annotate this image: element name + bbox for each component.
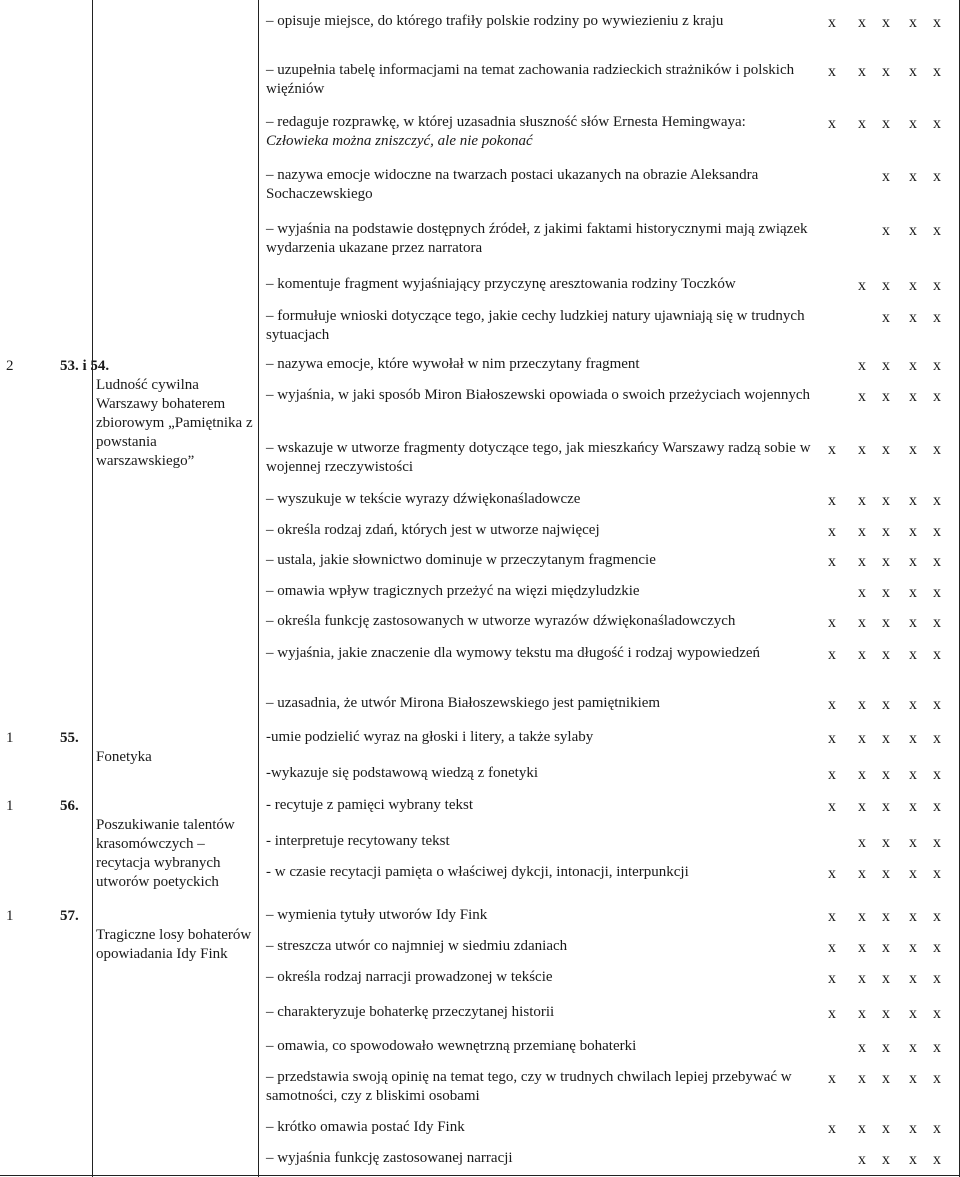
requirement-bullet: – xyxy=(266,969,274,985)
grade-mark: x xyxy=(909,766,917,783)
grade-marks xyxy=(0,765,960,784)
lesson-title: Tragiczne losy bohaterów opowiadania Idy Fink xyxy=(96,927,252,962)
grade-mark: x xyxy=(933,1005,941,1022)
grade-marks xyxy=(0,114,960,133)
table-bottom-border xyxy=(0,1175,960,1176)
grade-marks xyxy=(0,13,960,32)
grade-mark: x xyxy=(933,730,941,747)
grade-mark: x xyxy=(858,1070,866,1087)
requirement-text: krótko omawia postać Idy Fink xyxy=(277,1119,465,1135)
grade-mark: x xyxy=(858,614,866,631)
grade-mark: x xyxy=(933,441,941,458)
grade-mark: x xyxy=(882,357,890,374)
grade-mark: x xyxy=(882,1120,890,1137)
grade-mark: x xyxy=(909,309,917,326)
grade-mark: x xyxy=(933,63,941,80)
requirement-bullet: – xyxy=(266,583,274,599)
grade-mark: x xyxy=(933,766,941,783)
grade-mark: x xyxy=(933,277,941,294)
grade-mark: x xyxy=(828,730,836,747)
requirement-text: uzasadnia, że utwór Mirona Białoszewskiego jest pamiętnikiem xyxy=(277,695,661,711)
grade-mark: x xyxy=(933,523,941,540)
grade-mark: x xyxy=(909,277,917,294)
requirement-text: nazywa emocje, które wywołał w nim przeczytany fragment xyxy=(277,356,640,372)
grade-mark: x xyxy=(828,970,836,987)
requirement-text: - interpretuje recytowany tekst xyxy=(266,833,450,849)
grade-mark: x xyxy=(933,357,941,374)
grade-mark: x xyxy=(909,798,917,815)
grade-mark: x xyxy=(828,492,836,509)
grade-mark: x xyxy=(933,309,941,326)
grade-mark: x xyxy=(909,441,917,458)
grade-mark: x xyxy=(828,614,836,631)
requirement-bullet: – xyxy=(266,1069,274,1085)
requirement-text: ustala, jakie słownictwo dominuje w przeczytanym fragmencie xyxy=(277,552,656,568)
requirement-text: wyjaśnia na podstawie dostępnych źródeł, z jakimi faktami historycznymi mają związek wydarzenia ukazane przez narratora xyxy=(266,221,808,256)
requirement-text: wyszukuje w tekście wyrazy dźwiękonaśladowcze xyxy=(277,491,581,507)
grade-mark: x xyxy=(858,14,866,31)
grade-marks xyxy=(0,167,960,186)
grade-mark: x xyxy=(933,1070,941,1087)
grade-marks xyxy=(0,1119,960,1138)
grade-mark: x xyxy=(858,357,866,374)
requirement-bullet: – xyxy=(266,114,274,130)
lesson-number: 53. i 54. xyxy=(60,358,110,374)
grade-mark: x xyxy=(858,441,866,458)
grade-mark: x xyxy=(933,14,941,31)
grade-mark: x xyxy=(909,1039,917,1056)
grade-marks xyxy=(0,1069,960,1088)
grade-mark: x xyxy=(909,1070,917,1087)
grade-mark: x xyxy=(909,115,917,132)
grade-mark: x xyxy=(909,222,917,239)
requirement-text: określa funkcję zastosowanych w utworze wyrazów dźwiękonaśladowczych xyxy=(277,613,736,629)
grade-mark: x xyxy=(882,1039,890,1056)
requirement-text: komentuje fragment wyjaśniający przyczynę aresztowania rodziny Toczków xyxy=(277,276,736,292)
requirement-bullet: – xyxy=(266,907,274,923)
grade-mark: x xyxy=(828,553,836,570)
grade-mark: x xyxy=(909,1005,917,1022)
grade-mark: x xyxy=(882,1070,890,1087)
grade-marks xyxy=(0,308,960,327)
lesson-hours: 1 xyxy=(6,730,14,746)
requirement-bullet: – xyxy=(266,356,274,372)
grade-mark: x xyxy=(933,1039,941,1056)
grade-mark: x xyxy=(882,798,890,815)
requirement-bullet: – xyxy=(266,13,274,29)
grade-mark: x xyxy=(858,939,866,956)
grade-mark: x xyxy=(933,970,941,987)
grade-mark: x xyxy=(882,222,890,239)
grade-mark: x xyxy=(828,646,836,663)
lesson-number: 56. xyxy=(60,798,79,814)
grade-mark: x xyxy=(882,908,890,925)
requirement-text: charakteryzuje bohaterkę przeczytanej historii xyxy=(277,1004,555,1020)
requirement-bullet: – xyxy=(266,440,274,456)
grade-mark: x xyxy=(909,168,917,185)
grade-marks xyxy=(0,552,960,571)
lesson-number: 57. xyxy=(60,908,79,924)
grade-marks xyxy=(0,62,960,81)
requirement-text: wyjaśnia, jakie znaczenie dla wymowy tekstu ma długość i rodzaj wypowiedzeń xyxy=(277,645,761,661)
grade-mark: x xyxy=(858,1151,866,1168)
grade-mark: x xyxy=(909,939,917,956)
grade-mark: x xyxy=(909,584,917,601)
grade-marks xyxy=(0,969,960,988)
grade-mark: x xyxy=(882,115,890,132)
grade-mark: x xyxy=(828,1005,836,1022)
grade-mark: x xyxy=(882,696,890,713)
grade-marks xyxy=(0,695,960,714)
grade-mark: x xyxy=(858,523,866,540)
requirement-bullet: – xyxy=(266,1150,274,1166)
grade-mark: x xyxy=(882,939,890,956)
grade-marks xyxy=(0,276,960,295)
grade-mark: x xyxy=(882,834,890,851)
grade-mark: x xyxy=(858,115,866,132)
grade-mark: x xyxy=(933,1151,941,1168)
grade-mark: x xyxy=(909,614,917,631)
grade-mark: x xyxy=(828,798,836,815)
grade-marks xyxy=(0,522,960,541)
grade-mark: x xyxy=(882,614,890,631)
requirement-text: - w czasie recytacji pamięta o właściwej dykcji, intonacji, interpunkcji xyxy=(266,864,689,880)
lesson-title: Ludność cywilna Warszawy bohaterem zbiorowym „Pamiętnika z powstania warszawskiego” xyxy=(96,377,253,469)
grade-mark: x xyxy=(882,1151,890,1168)
requirement-text: streszcza utwór co najmniej w siedmiu zdaniach xyxy=(277,938,568,954)
grade-mark: x xyxy=(909,908,917,925)
grade-mark: x xyxy=(933,865,941,882)
requirement-bullet: – xyxy=(266,613,274,629)
grade-mark: x xyxy=(828,63,836,80)
grade-mark: x xyxy=(882,970,890,987)
requirement-text: wyjaśnia, w jaki sposób Miron Białoszewski opowiada o swoich przeżyciach wojennych xyxy=(277,387,811,403)
grade-mark: x xyxy=(858,584,866,601)
grade-mark: x xyxy=(933,939,941,956)
requirement-bullet: – xyxy=(266,695,274,711)
grade-mark: x xyxy=(858,492,866,509)
grade-mark: x xyxy=(828,766,836,783)
grade-mark: x xyxy=(882,441,890,458)
grade-mark: x xyxy=(909,357,917,374)
grade-mark: x xyxy=(882,730,890,747)
requirement-text: -wykazuje się podstawową wiedzą z fonetyki xyxy=(266,765,538,781)
requirement-text: określa rodzaj zdań, których jest w utworze najwięcej xyxy=(277,522,600,538)
requirement-text: - recytuje z pamięci wybrany tekst xyxy=(266,797,473,813)
grade-mark: x xyxy=(882,309,890,326)
grade-marks xyxy=(0,1150,960,1169)
grade-mark: x xyxy=(882,63,890,80)
grade-marks xyxy=(0,833,960,852)
grade-mark: x xyxy=(909,834,917,851)
grade-mark: x xyxy=(828,696,836,713)
grade-marks xyxy=(0,1004,960,1023)
requirement-bullet: – xyxy=(266,552,274,568)
grade-mark: x xyxy=(858,730,866,747)
lesson-hours: 1 xyxy=(6,798,14,814)
grade-mark: x xyxy=(909,492,917,509)
grade-mark: x xyxy=(858,1039,866,1056)
grade-mark: x xyxy=(858,908,866,925)
grade-marks xyxy=(0,491,960,510)
requirement-bullet: – xyxy=(266,308,274,324)
grade-mark: x xyxy=(909,388,917,405)
grade-marks xyxy=(0,729,960,748)
grade-marks xyxy=(0,938,960,957)
grade-mark: x xyxy=(882,553,890,570)
grade-marks xyxy=(0,613,960,632)
requirement-text: nazywa emocje widoczne na twarzach postaci ukazanych na obrazie Aleksandra Sochaczewskiego xyxy=(266,167,759,202)
requirement-text: wyjaśnia funkcję zastosowanej narracji xyxy=(277,1150,513,1166)
grade-mark: x xyxy=(909,646,917,663)
grade-mark: x xyxy=(828,523,836,540)
requirement-text: opisuje miejsce, do którego trafiły polskie rodziny po wywiezieniu z kraju xyxy=(277,13,724,29)
requirement-bullet: – xyxy=(266,276,274,292)
grade-mark: x xyxy=(828,14,836,31)
requirement-text: redaguje rozprawkę, w której uzasadnia słuszność słów Ernesta Hemingwaya: xyxy=(277,114,746,130)
requirement-bullet: – xyxy=(266,1004,274,1020)
grade-mark: x xyxy=(909,970,917,987)
grade-mark: x xyxy=(858,1005,866,1022)
requirement-text: omawia, co spowodowało wewnętrzną przemianę bohaterki xyxy=(277,1038,637,1054)
grade-mark: x xyxy=(882,865,890,882)
grade-mark: x xyxy=(858,834,866,851)
requirement-bullet: – xyxy=(266,491,274,507)
grade-mark: x xyxy=(933,584,941,601)
lesson-title: Fonetyka xyxy=(96,749,152,765)
grade-mark: x xyxy=(933,388,941,405)
requirement-text: uzupełnia tabelę informacjami na temat zachowania radzieckich strażników i polskich więźniów xyxy=(266,62,795,97)
grade-mark: x xyxy=(933,1120,941,1137)
lesson-number: 55. xyxy=(60,730,79,746)
grade-marks xyxy=(0,645,960,664)
grade-mark: x xyxy=(858,388,866,405)
requirement-text: formułuje wnioski dotyczące tego, jakie cechy ludzkiej natury ujawniają się w trudnych sytuacjach xyxy=(266,308,805,343)
grade-mark: x xyxy=(882,14,890,31)
lesson-title: Poszukiwanie talentów krasomówczych – recytacja wybranych utworów poetyckich xyxy=(96,817,235,890)
grade-marks xyxy=(0,1038,960,1057)
lesson-hours: 1 xyxy=(6,908,14,924)
grade-mark: x xyxy=(858,865,866,882)
grade-mark: x xyxy=(933,798,941,815)
grade-mark: x xyxy=(909,14,917,31)
grade-marks xyxy=(0,221,960,240)
grade-mark: x xyxy=(858,766,866,783)
grade-mark: x xyxy=(933,834,941,851)
requirement-text: -umie podzielić wyraz na głoski i litery, a także sylaby xyxy=(266,729,594,745)
grade-mark: x xyxy=(858,553,866,570)
grade-mark: x xyxy=(828,865,836,882)
grade-mark: x xyxy=(882,646,890,663)
requirement-bullet: – xyxy=(266,1038,274,1054)
grade-mark: x xyxy=(882,277,890,294)
grade-mark: x xyxy=(882,766,890,783)
requirement-bullet: – xyxy=(266,167,274,183)
grade-mark: x xyxy=(933,168,941,185)
grade-mark: x xyxy=(858,63,866,80)
grade-marks xyxy=(0,864,960,883)
requirement-text: wymienia tytuły utworów Idy Fink xyxy=(277,907,488,923)
grade-mark: x xyxy=(933,696,941,713)
grade-marks xyxy=(0,907,960,926)
requirement-text: przedstawia swoją opinię na temat tego, czy w trudnych chwilach lepiej przebywać w samotności, czy z bliskimi osobami xyxy=(266,1069,792,1104)
grade-mark: x xyxy=(858,277,866,294)
requirement-bullet: – xyxy=(266,645,274,661)
grade-mark: x xyxy=(882,1005,890,1022)
grade-mark: x xyxy=(882,584,890,601)
grade-mark: x xyxy=(882,388,890,405)
grade-mark: x xyxy=(909,63,917,80)
grade-marks xyxy=(0,440,960,459)
grade-mark: x xyxy=(933,553,941,570)
grade-mark: x xyxy=(858,970,866,987)
requirement-text: wskazuje w utworze fragmenty dotyczące tego, jak mieszkańcy Warszawy radzą sobie w wojennej rzeczywistości xyxy=(266,440,811,475)
grade-mark: x xyxy=(933,222,941,239)
requirement-bullet: – xyxy=(266,387,274,403)
grade-mark: x xyxy=(882,523,890,540)
requirement-bullet: – xyxy=(266,522,274,538)
requirement-quote: Człowieka można zniszczyć, ale nie pokonać xyxy=(266,133,533,149)
grade-mark: x xyxy=(828,1120,836,1137)
grade-mark: x xyxy=(858,798,866,815)
grade-mark: x xyxy=(858,1120,866,1137)
lesson-hours: 2 xyxy=(6,358,14,374)
requirement-text: określa rodzaj narracji prowadzonej w tekście xyxy=(277,969,553,985)
grade-mark: x xyxy=(828,908,836,925)
requirement-bullet: – xyxy=(266,62,274,78)
requirement-bullet: – xyxy=(266,221,274,237)
requirement-bullet: – xyxy=(266,938,274,954)
grade-mark: x xyxy=(828,115,836,132)
grade-mark: x xyxy=(933,492,941,509)
grade-mark: x xyxy=(909,1151,917,1168)
grade-mark: x xyxy=(909,696,917,713)
grade-mark: x xyxy=(933,115,941,132)
grade-mark: x xyxy=(882,168,890,185)
grade-mark: x xyxy=(828,441,836,458)
grade-mark: x xyxy=(858,696,866,713)
grade-mark: x xyxy=(882,492,890,509)
grade-mark: x xyxy=(933,646,941,663)
grade-mark: x xyxy=(933,908,941,925)
grade-mark: x xyxy=(909,865,917,882)
grade-mark: x xyxy=(828,939,836,956)
grade-mark: x xyxy=(909,730,917,747)
grade-marks xyxy=(0,797,960,816)
grade-mark: x xyxy=(909,1120,917,1137)
grade-mark: x xyxy=(909,523,917,540)
requirement-text: omawia wpływ tragicznych przeżyć na więzi międzyludzkie xyxy=(277,583,640,599)
requirement-bullet: – xyxy=(266,1119,274,1135)
grade-mark: x xyxy=(909,553,917,570)
grade-mark: x xyxy=(828,1070,836,1087)
grade-marks xyxy=(0,583,960,602)
grade-marks xyxy=(0,356,960,375)
grade-mark: x xyxy=(858,646,866,663)
grade-marks xyxy=(0,387,960,406)
grade-mark: x xyxy=(933,614,941,631)
